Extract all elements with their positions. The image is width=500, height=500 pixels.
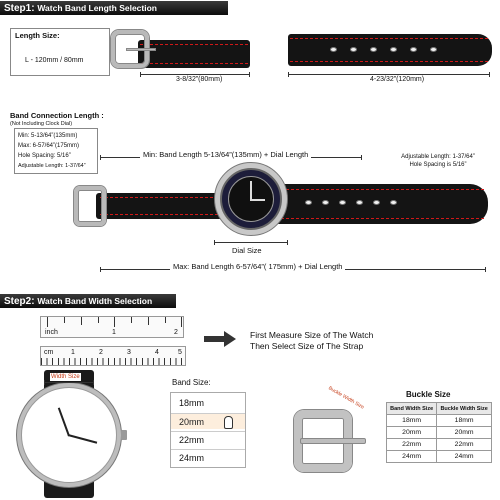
- cm-label: cm: [44, 349, 54, 356]
- cm-tick-3: 3: [127, 349, 131, 356]
- max-band-length: Max: Band Length 6-57/64”( 175mm) + Dial Length: [170, 262, 345, 271]
- inch-label: inch: [45, 329, 58, 336]
- measure-line-2: Then Select Size of The Strap: [250, 341, 364, 351]
- table-cell: 18mm: [387, 415, 437, 427]
- pointer-cursor-icon: [224, 416, 233, 429]
- band-size-option-20mm[interactable]: 20mm: [171, 413, 245, 429]
- step2-label: Step2:: [4, 296, 35, 307]
- connection-max: Max: 6-57/64”(175mm): [18, 143, 80, 149]
- step2-header: [0, 294, 176, 308]
- cm-tick-4: 4: [155, 349, 159, 356]
- table-cell: 20mm: [387, 427, 437, 439]
- measure-line-1: First Measure Size of The Watch: [250, 330, 374, 340]
- short-strap-dimension: [140, 74, 250, 75]
- connection-specs-box: [14, 128, 98, 174]
- long-strap-dimension: [288, 74, 490, 75]
- table-cell: 18mm: [437, 415, 492, 427]
- width-size-dimension: [44, 382, 94, 383]
- connection-hole-spacing: Hole Spacing: 5/16”: [18, 153, 71, 159]
- connection-adjustable: Adjustable Length: 1-37/64”: [18, 163, 86, 169]
- step1-header: [0, 1, 228, 15]
- inch-tick-2: 2: [174, 329, 178, 336]
- step2-title: Watch Band Width Selection: [37, 296, 153, 306]
- table-cell: 22mm: [437, 439, 492, 451]
- buckle-size-title: Buckle Size: [406, 390, 451, 399]
- inch-ruler: [40, 316, 184, 338]
- length-size-label: Length Size:: [15, 31, 60, 40]
- connection-title: Band Connection Length :: [10, 111, 104, 120]
- connection-note: (Not Including Clock Dial): [10, 121, 73, 127]
- right-adjustable-note: [378, 153, 498, 169]
- buckle-table-header-buckle: Buckle Width Size: [437, 403, 492, 415]
- min-band-length: Min: Band Length 5-13/64”(135mm) + Dial Length: [140, 150, 311, 159]
- table-cell: 24mm: [387, 451, 437, 463]
- buckle-size-table: [386, 402, 492, 463]
- dial-size-dimension: [214, 242, 288, 243]
- measure-instructions: [250, 330, 373, 352]
- connection-min: Min: 5-13/64”(135mm): [18, 133, 78, 139]
- table-row: [387, 439, 492, 451]
- assembly-buckle-icon: [74, 186, 106, 226]
- band-connection-info: [10, 111, 120, 128]
- right-adjustable: Adjustable Length: 1-37/64”: [401, 154, 475, 160]
- cm-tick-1: 1: [71, 349, 75, 356]
- measure-arrow-icon: [204, 336, 226, 342]
- band-size-option-18mm[interactable]: 18mm: [179, 398, 205, 408]
- right-hole-spacing: Hole Spacing is 5/16”: [409, 162, 467, 168]
- short-strap-length: 3-8/32”(80mm): [176, 76, 223, 83]
- cm-tick-5: 5: [178, 349, 182, 356]
- dial-size: Dial Size: [232, 246, 262, 255]
- table-cell: 24mm: [437, 451, 492, 463]
- width-size-label: Width Size: [51, 374, 80, 380]
- table-cell: 22mm: [387, 439, 437, 451]
- band-size-option-24mm[interactable]: 24mm: [171, 449, 245, 465]
- step1-label: Step1:: [4, 3, 35, 14]
- step1-title: Watch Band Length Selection: [37, 3, 157, 13]
- buckle-width-label: Buckle Width Size: [327, 385, 366, 411]
- cm-tick-2: 2: [99, 349, 103, 356]
- band-size-selector: [170, 392, 246, 468]
- watch-face-illustration: [10, 370, 130, 498]
- table-row: [387, 451, 492, 463]
- inch-tick-1: 1: [112, 329, 116, 336]
- long-strap-length: 4-23/32”(120mm): [370, 76, 425, 83]
- buckle-table-header-band: Band Width Size: [387, 403, 437, 415]
- table-cell: 20mm: [437, 427, 492, 439]
- band-size-option-22mm[interactable]: 22mm: [171, 431, 245, 447]
- table-row: [387, 415, 492, 427]
- length-size-value: L - 120mm / 80mm: [25, 57, 84, 64]
- length-size-panel: [10, 28, 110, 76]
- cm-ruler: [40, 346, 186, 366]
- table-row: [387, 427, 492, 439]
- band-size-label: Band Size:: [172, 378, 211, 387]
